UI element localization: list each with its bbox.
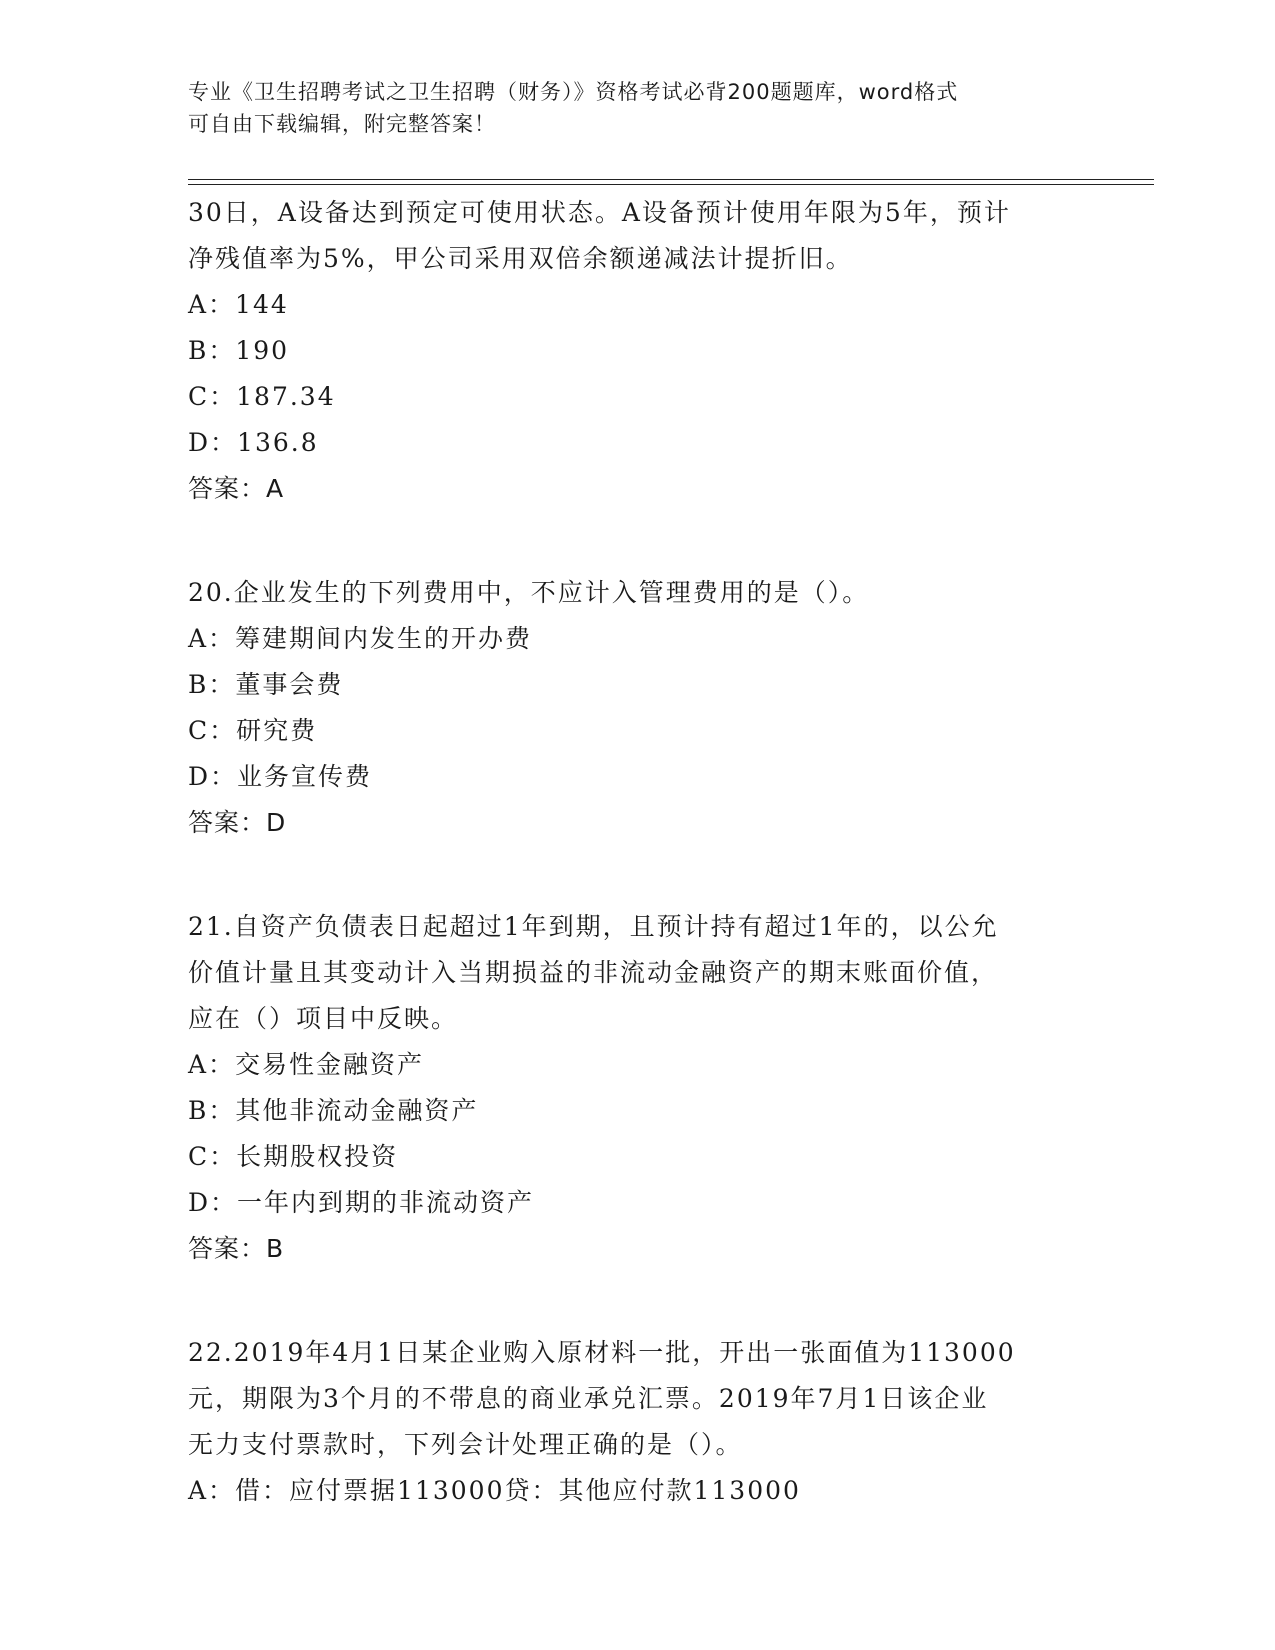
option-a: A：借：应付票据113000贷：其他应付款113000 [188,1476,801,1505]
option-c: C：研究费 [188,716,318,745]
option-a: A：交易性金融资产 [188,1050,425,1079]
question-block [188,1330,1108,1514]
header-rule-top [188,179,1154,180]
question-block [188,570,1108,846]
option-d: D：136.8 [188,428,319,457]
question-stem: 22.2019年4月1日某企业购入原材料一批，开出一张面值为113000 元，期限为3个月的不带息的商业承兑汇票。2019年7月1日该企业 无力支付票款时，下列会计处理正确的是（）。 [188,1338,1016,1459]
option-b: B：董事会费 [188,670,344,699]
header-rule-bottom [188,184,1154,185]
option-a: A：筹建期间内发生的开办费 [188,624,533,653]
question-stem: 21.自资产负债表日起超过1年到期，且预计持有超过1年的，以公允 价值计量且其变动计入当期损益的非流动金融资产的期末账面价值， 应在（）项目中反映。 [188,912,999,1033]
option-c: C：长期股权投资 [188,1142,399,1171]
option-b: B：190 [188,336,290,365]
header-line-1: 专业《卫生招聘考试之卫生招聘（财务）》资格考试必背200题题库，word格式 [188,80,959,104]
option-d: D：业务宣传费 [188,762,373,791]
question-stem: 20.企业发生的下列费用中，不应计入管理费用的是（）。 [188,578,870,607]
option-d: D：一年内到期的非流动资产 [188,1188,535,1217]
answer-text: 答案：D [188,808,287,837]
question-block [188,904,1108,1272]
option-b: B：其他非流动金融资产 [188,1096,479,1125]
question-block [188,190,1108,512]
document-header [188,76,1088,140]
option-c: C：187.34 [188,382,336,411]
option-a: A：144 [188,290,289,319]
question-stem: 30日，A设备达到预定可使用状态。A设备预计使用年限为5年，预计 净残值率为5%，甲公司采用双倍余额递减法计提折旧。 [188,198,1011,273]
question-list [188,190,1108,1514]
answer-text: 答案：B [188,1234,285,1263]
answer-text: 答案：A [188,474,285,503]
header-line-2: 可自由下载编辑，附完整答案！ [188,112,496,136]
